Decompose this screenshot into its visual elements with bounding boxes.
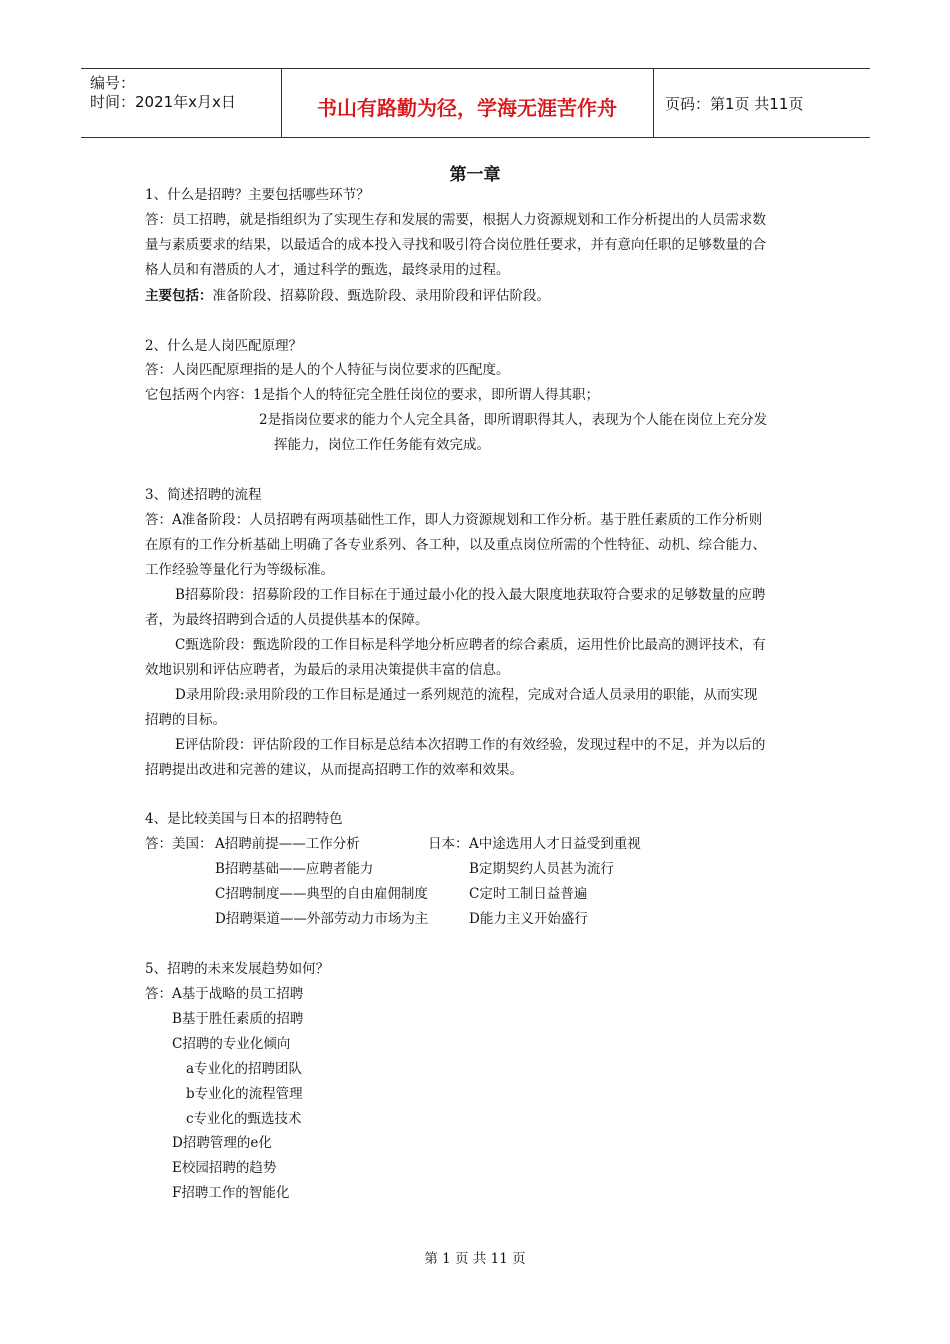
q1-question: 1、什么是招聘？主要包括哪些环节？ bbox=[145, 187, 370, 203]
q3-a-line: 在原有的工作分析基础上明确了各专业系列、各工种，以及重点岗位所需的个性特征、动机、综合能力、 bbox=[145, 537, 766, 553]
page-info: 页码：第1页 共11页 bbox=[665, 95, 804, 113]
q4-usa-item: C招聘制度——典型的自由雇佣制度 bbox=[215, 886, 428, 902]
q4-japan-item: A中途选用人才日益受到重视 bbox=[469, 836, 641, 852]
page-footer: 第 1 页 共 11 页 bbox=[424, 1251, 526, 1267]
q4-usa-item: B招聘基础——应聘者能力 bbox=[215, 861, 374, 877]
q5-item: 答：A基于战略的员工招聘 bbox=[145, 986, 304, 1002]
q4-japan-item: C定时工制日益普遍 bbox=[469, 886, 588, 902]
q5-item: F招聘工作的智能化 bbox=[172, 1185, 290, 1201]
q5-sub-item: c专业化的甄选技术 bbox=[186, 1111, 302, 1127]
q4-question: 4、是比较美国与日本的招聘特色 bbox=[145, 811, 343, 827]
q1-main-line bbox=[145, 287, 550, 305]
q5-sub-item: b专业化的流程管理 bbox=[186, 1086, 303, 1102]
q2-point2-line: 2是指岗位要求的能力个人完全具备，即所谓职得其人，表现为个人能在岗位上充分发 bbox=[259, 412, 768, 428]
q3-b-line: B招募阶段：招募阶段的工作目标在于通过最小化的投入最大限度地获取符合要求的足够数量的应聘 bbox=[175, 587, 766, 603]
q1-answer-line: 答：员工招聘，就是指组织为了实现生存和发展的需要，根据人力资源规划和工作分析提出的人员需求数 bbox=[145, 212, 766, 228]
q5-item: E校园招聘的趋势 bbox=[172, 1160, 277, 1176]
q2-answer: 答：人岗匹配原理指的是人的个人特征与岗位要求的匹配度。 bbox=[145, 362, 510, 378]
q3-a-line: 工作经验等量化行为等级标准。 bbox=[145, 562, 334, 578]
q4-usa-item: A招聘前提——工作分析 bbox=[215, 836, 360, 852]
q2-question: 2、什么是人岗匹配原理？ bbox=[145, 338, 303, 354]
q4-usa-item: D招聘渠道——外部劳动力市场为主 bbox=[215, 911, 429, 927]
q3-d-line: D录用阶段:录用阶段的工作目标是通过一系列规范的流程，完成对合适人员录用的职能，从而实现 bbox=[175, 687, 758, 703]
q2-contains: 它包括两个内容：1是指个人的特征完全胜任岗位的要求，即所谓人得其职； bbox=[145, 387, 600, 403]
q3-c-line: 效地识别和评估应聘者，为最后的录用决策提供丰富的信息。 bbox=[145, 662, 510, 678]
header-meta-cell bbox=[81, 69, 282, 137]
q4-japan-item: B定期契约人员甚为流行 bbox=[469, 861, 614, 877]
q1-answer-line: 量与素质要求的结果，以最适合的成本投入寻找和吸引符合岗位胜任要求，并有意向任职的足够数量的合 bbox=[145, 237, 766, 253]
motto: 书山有路勤为径，学海无涯苦作舟 bbox=[317, 96, 617, 120]
chapter-title: 第一章 bbox=[449, 165, 501, 185]
q4-japan-item: D能力主义开始盛行 bbox=[469, 911, 588, 927]
number-label: 编号： bbox=[90, 74, 136, 92]
header-page-cell bbox=[653, 69, 870, 137]
q3-c-line: C甄选阶段：甄选阶段的工作目标是科学地分析应聘者的综合素质，运用性价比最高的测评技术，有 bbox=[175, 637, 766, 653]
q1-main-text: 准备阶段、招募阶段、甄选阶段、录用阶段和评估阶段。 bbox=[212, 288, 550, 304]
q1-main-label: 主要包括： bbox=[145, 288, 213, 304]
q5-item: B基于胜任素质的招聘 bbox=[172, 1011, 304, 1027]
header-motto-cell bbox=[281, 69, 654, 137]
q2-point2-line: 挥能力，岗位工作任务能有效完成。 bbox=[274, 437, 490, 453]
q3-a-line: 答：A准备阶段：人员招聘有两项基础性工作，即人力资源规划和工作分析。基于胜任素质的工作分析则 bbox=[145, 512, 763, 528]
q5-question: 5、招聘的未来发展趋势如何？ bbox=[145, 961, 330, 977]
q3-d-line: 招聘的目标。 bbox=[145, 712, 226, 728]
q4-usa-prefix: 答：美国： bbox=[145, 836, 213, 852]
q3-e-line: E评估阶段：评估阶段的工作目标是总结本次招聘工作的有效经验，发现过程中的不足，并为以后的 bbox=[175, 737, 766, 753]
q4-japan-prefix: 日本： bbox=[428, 836, 469, 852]
q5-sub-item: a专业化的招聘团队 bbox=[186, 1061, 303, 1077]
page-header bbox=[81, 68, 870, 138]
q5-item: C招聘的专业化倾向 bbox=[172, 1036, 291, 1052]
q3-question: 3、简述招聘的流程 bbox=[145, 487, 262, 503]
time-label: 时间：2021年x月x日 bbox=[90, 93, 236, 111]
q1-answer-line: 格人员和有潜质的人才，通过科学的甄选，最终录用的过程。 bbox=[145, 262, 510, 278]
q5-item: D招聘管理的e化 bbox=[172, 1135, 272, 1151]
q3-e-line: 招聘提出改进和完善的建议，从而提高招聘工作的效率和效果。 bbox=[145, 762, 523, 778]
q3-b-line: 者，为最终招聘到合适的人员提供基本的保障。 bbox=[145, 612, 429, 628]
